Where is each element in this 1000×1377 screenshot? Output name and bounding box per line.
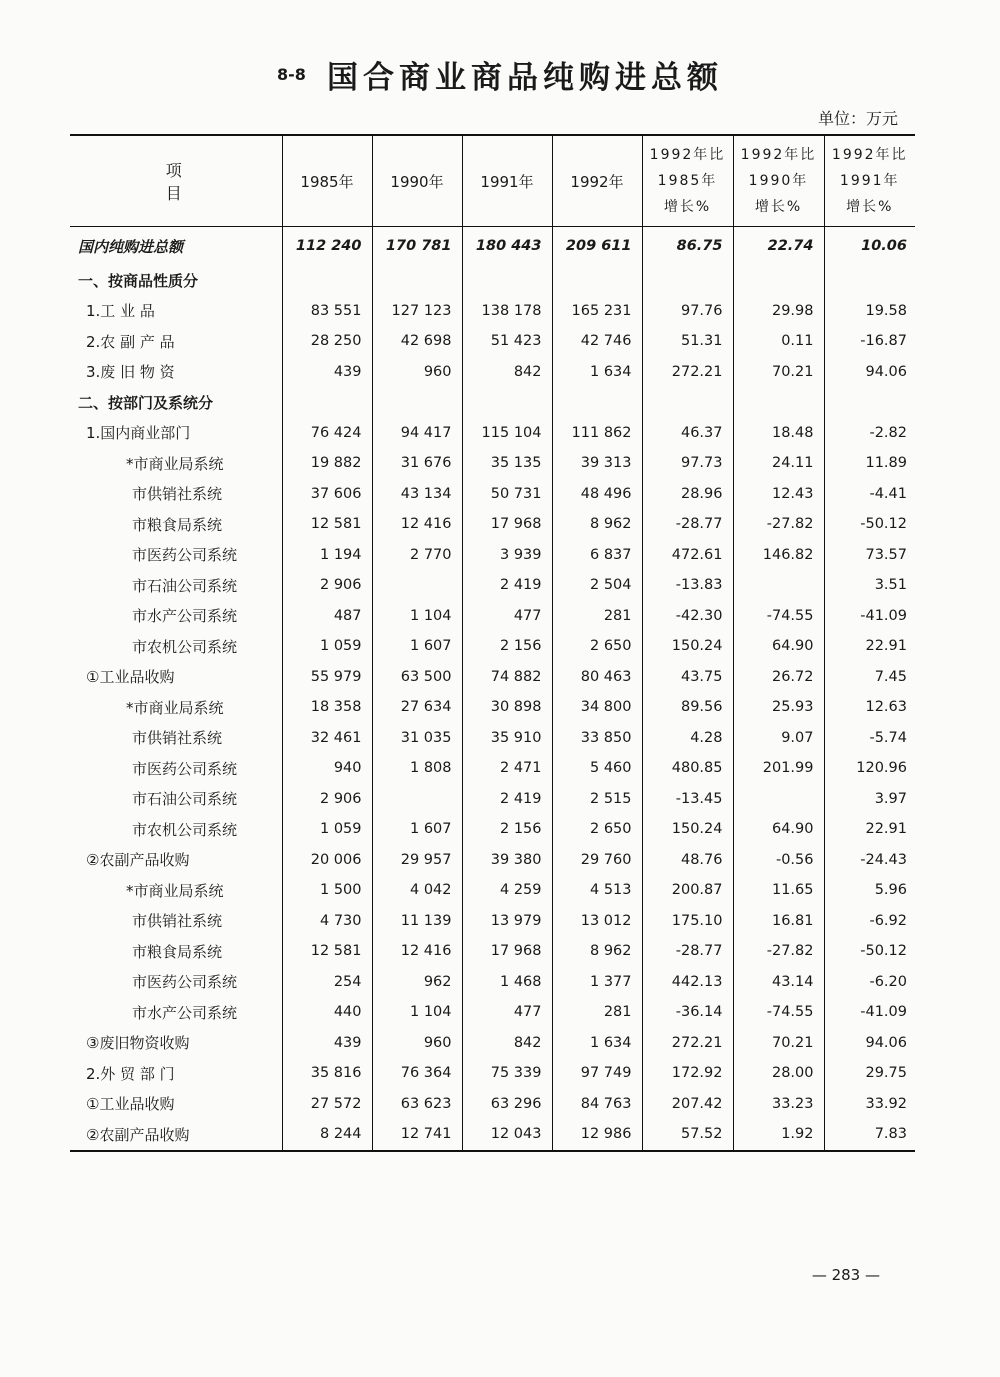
value-cell: 83 551 <box>282 296 372 327</box>
row-label: 1.国内商业部门 <box>70 418 282 449</box>
value-cell: 8 244 <box>282 1119 372 1150</box>
growth-cell: 33.23 <box>733 1089 824 1120</box>
row-label: *市商业局系统 <box>70 875 282 906</box>
value-cell: 8 962 <box>552 936 642 967</box>
value-cell: 12 416 <box>372 936 462 967</box>
value-cell: 29 957 <box>372 845 462 876</box>
header-growth-line: 增长% <box>846 199 894 215</box>
value-cell: 209 611 <box>552 227 642 266</box>
value-cell: 440 <box>282 997 372 1028</box>
table-body <box>70 227 915 1150</box>
value-cell: 112 240 <box>282 227 372 266</box>
value-cell: 63 623 <box>372 1089 462 1120</box>
header-growth <box>824 136 915 227</box>
value-cell: 2 419 <box>462 784 552 815</box>
growth-cell <box>733 784 824 815</box>
growth-cell: 200.87 <box>642 875 733 906</box>
table-row <box>70 631 915 662</box>
growth-cell: 18.48 <box>733 418 824 449</box>
value-cell: 31 676 <box>372 448 462 479</box>
page-title <box>0 52 1000 97</box>
value-cell: 960 <box>372 357 462 388</box>
growth-cell: 57.52 <box>642 1119 733 1150</box>
value-cell: 1 059 <box>282 814 372 845</box>
total-row <box>70 227 915 266</box>
table-row <box>70 1089 915 1120</box>
value-cell: 8 962 <box>552 509 642 540</box>
table-row <box>70 753 915 784</box>
value-cell: 1 607 <box>372 814 462 845</box>
value-cell: 2 156 <box>462 631 552 662</box>
row-label: 市医药公司系统 <box>70 540 282 571</box>
value-cell: 48 496 <box>552 479 642 510</box>
growth-cell: -0.56 <box>733 845 824 876</box>
value-cell <box>372 784 462 815</box>
growth-cell: 25.93 <box>733 692 824 723</box>
row-label: 2.外 贸 部 门 <box>70 1058 282 1089</box>
value-cell: 4 042 <box>372 875 462 906</box>
table-row <box>70 1119 915 1150</box>
growth-cell: -41.09 <box>860 1004 907 1021</box>
value-cell: 76 424 <box>282 418 372 449</box>
value-cell <box>372 570 462 601</box>
unit-label: 单位：万元 <box>817 109 898 128</box>
growth-cell: -50.12 <box>860 943 907 960</box>
growth-cell: 480.85 <box>642 753 733 784</box>
table-row <box>70 570 915 601</box>
growth-cell: -24.43 <box>860 851 907 868</box>
table-row <box>70 692 915 723</box>
row-label: ①工业品收购 <box>70 662 282 693</box>
growth-cell: 172.92 <box>642 1058 733 1089</box>
value-cell: 2 471 <box>462 753 552 784</box>
value-cell: 34 800 <box>552 692 642 723</box>
growth-cell: -6.20 <box>869 973 907 990</box>
value-cell: 39 380 <box>462 845 552 876</box>
data-table <box>70 136 915 1150</box>
row-label: 市农机公司系统 <box>70 814 282 845</box>
row-label: 国内纯购进总额 <box>70 227 282 266</box>
value-cell: 3 939 <box>462 540 552 571</box>
growth-cell: 46.37 <box>642 418 733 449</box>
growth-cell: 472.61 <box>642 540 733 571</box>
value-cell: 75 339 <box>462 1058 552 1089</box>
value-cell: 43 134 <box>372 479 462 510</box>
value-cell: 11 139 <box>372 906 462 937</box>
value-cell: 170 781 <box>372 227 462 266</box>
value-cell: 55 979 <box>282 662 372 693</box>
value-cell: 2 504 <box>552 570 642 601</box>
table-row <box>70 723 915 754</box>
table-row <box>70 448 915 479</box>
growth-cell: 11.89 <box>865 455 907 472</box>
header-growth-line: 1990年 <box>748 173 809 189</box>
value-cell: 2 906 <box>282 784 372 815</box>
growth-cell: 94.06 <box>865 1034 907 1051</box>
table-row <box>70 997 915 1028</box>
growth-cell: -74.55 <box>733 997 824 1028</box>
value-cell: 2 515 <box>552 784 642 815</box>
table-row <box>70 357 915 388</box>
growth-cell: 43.14 <box>733 967 824 998</box>
growth-cell: 26.72 <box>733 662 824 693</box>
row-label: 市水产公司系统 <box>70 601 282 632</box>
growth-cell: -50.12 <box>860 516 907 533</box>
growth-cell: 120.96 <box>856 760 907 777</box>
value-cell: 12 416 <box>372 509 462 540</box>
value-cell: 33 850 <box>552 723 642 754</box>
table-row <box>70 1028 915 1059</box>
value-cell: 30 898 <box>462 692 552 723</box>
growth-cell: 10.06 <box>861 238 907 254</box>
value-cell: 2 156 <box>462 814 552 845</box>
growth-cell: 201.99 <box>733 753 824 784</box>
row-label: 市医药公司系统 <box>70 967 282 998</box>
value-cell: 281 <box>552 997 642 1028</box>
value-cell <box>282 265 372 296</box>
growth-cell: 150.24 <box>642 814 733 845</box>
growth-cell <box>824 265 915 296</box>
table-row <box>70 509 915 540</box>
row-label: 市粮食局系统 <box>70 936 282 967</box>
table-row <box>70 784 915 815</box>
growth-cell: 12.63 <box>865 699 907 716</box>
value-cell: 5 460 <box>552 753 642 784</box>
growth-cell: 3.51 <box>874 577 907 594</box>
header-growth-line: 增长% <box>754 199 803 215</box>
table-row <box>70 967 915 998</box>
growth-cell: 150.24 <box>642 631 733 662</box>
value-cell <box>282 387 372 418</box>
value-cell: 80 463 <box>552 662 642 693</box>
growth-cell: 73.57 <box>865 546 907 563</box>
growth-cell: 11.65 <box>733 875 824 906</box>
value-cell: 1 607 <box>372 631 462 662</box>
value-cell <box>462 387 552 418</box>
row-label: ①工业品收购 <box>70 1089 282 1120</box>
value-cell: 842 <box>462 357 552 388</box>
header-growth <box>642 136 733 227</box>
value-cell: 19 882 <box>282 448 372 479</box>
growth-cell: -74.55 <box>733 601 824 632</box>
row-label: 市农机公司系统 <box>70 631 282 662</box>
growth-cell: 0.11 <box>733 326 824 357</box>
growth-cell: -41.09 <box>860 607 907 624</box>
value-cell: 39 313 <box>552 448 642 479</box>
growth-cell: 97.73 <box>642 448 733 479</box>
header-year: 1992年 <box>552 136 642 227</box>
growth-cell: 175.10 <box>642 906 733 937</box>
table-row <box>70 662 915 693</box>
value-cell: 1 104 <box>372 601 462 632</box>
growth-cell: 272.21 <box>642 1028 733 1059</box>
growth-cell: 94.06 <box>865 363 907 380</box>
growth-cell: 97.76 <box>642 296 733 327</box>
growth-cell: 3.97 <box>874 790 907 807</box>
value-cell: 1 634 <box>552 357 642 388</box>
value-cell: 962 <box>372 967 462 998</box>
growth-cell: 89.56 <box>642 692 733 723</box>
growth-cell: 28.00 <box>733 1058 824 1089</box>
row-label: ②农副产品收购 <box>70 845 282 876</box>
header-growth-line: 1991年 <box>839 173 900 189</box>
table-title: 国合商业商品纯购进总额 <box>327 60 723 96</box>
row-label: ③废旧物资收购 <box>70 1028 282 1059</box>
value-cell: 1 377 <box>552 967 642 998</box>
header-growth-line: 1992年比 <box>740 147 817 163</box>
value-cell: 31 035 <box>372 723 462 754</box>
value-cell: 27 572 <box>282 1089 372 1120</box>
value-cell: 12 581 <box>282 936 372 967</box>
value-cell: 13 979 <box>462 906 552 937</box>
value-cell: 42 746 <box>552 326 642 357</box>
growth-cell: 70.21 <box>733 357 824 388</box>
value-cell: 487 <box>282 601 372 632</box>
header-year: 1990年 <box>372 136 462 227</box>
growth-cell: 442.13 <box>642 967 733 998</box>
value-cell: 439 <box>282 1028 372 1059</box>
value-cell: 27 634 <box>372 692 462 723</box>
value-cell: 115 104 <box>462 418 552 449</box>
value-cell: 940 <box>282 753 372 784</box>
growth-cell: 207.42 <box>642 1089 733 1120</box>
value-cell: 37 606 <box>282 479 372 510</box>
growth-cell: 22.91 <box>865 821 907 838</box>
value-cell: 281 <box>552 601 642 632</box>
growth-cell: 29.75 <box>865 1065 907 1082</box>
growth-cell: -28.77 <box>642 509 733 540</box>
growth-cell: 7.45 <box>874 668 907 685</box>
value-cell: 4 730 <box>282 906 372 937</box>
row-label: 市医药公司系统 <box>70 753 282 784</box>
growth-cell: 16.81 <box>733 906 824 937</box>
value-cell: 138 178 <box>462 296 552 327</box>
value-cell: 13 012 <box>552 906 642 937</box>
growth-cell: -27.82 <box>733 936 824 967</box>
growth-cell: 86.75 <box>642 227 733 266</box>
value-cell: 1 194 <box>282 540 372 571</box>
value-cell: 1 059 <box>282 631 372 662</box>
value-cell <box>552 265 642 296</box>
value-cell: 18 358 <box>282 692 372 723</box>
value-cell: 2 419 <box>462 570 552 601</box>
value-cell <box>372 387 462 418</box>
value-cell: 842 <box>462 1028 552 1059</box>
row-label: 二、按部门及系统分 <box>70 387 282 418</box>
table-row <box>70 326 915 357</box>
row-label: 3.废 旧 物 资 <box>70 357 282 388</box>
table-row <box>70 845 915 876</box>
value-cell: 29 760 <box>552 845 642 876</box>
value-cell: 165 231 <box>552 296 642 327</box>
value-cell: 2 650 <box>552 631 642 662</box>
table-row <box>70 479 915 510</box>
row-label: 市粮食局系统 <box>70 509 282 540</box>
row-label: 市供销社系统 <box>70 723 282 754</box>
growth-cell: -36.14 <box>642 997 733 1028</box>
table-row <box>70 540 915 571</box>
growth-cell: -4.41 <box>869 485 907 502</box>
value-cell: 12 986 <box>552 1119 642 1150</box>
value-cell: 6 837 <box>552 540 642 571</box>
row-label: 市石油公司系统 <box>70 784 282 815</box>
value-cell: 1 500 <box>282 875 372 906</box>
growth-cell: 12.43 <box>733 479 824 510</box>
value-cell: 960 <box>372 1028 462 1059</box>
value-cell: 254 <box>282 967 372 998</box>
section-row <box>70 387 915 418</box>
value-cell: 477 <box>462 997 552 1028</box>
value-cell: 50 731 <box>462 479 552 510</box>
growth-cell: 4.28 <box>642 723 733 754</box>
growth-cell: 272.21 <box>642 357 733 388</box>
value-cell: 2 650 <box>552 814 642 845</box>
header-item: 项目 <box>70 136 282 227</box>
value-cell: 12 741 <box>372 1119 462 1150</box>
growth-cell: -28.77 <box>642 936 733 967</box>
row-label: *市商业局系统 <box>70 692 282 723</box>
table-number: 8-8 <box>277 65 306 84</box>
row-label: ②农副产品收购 <box>70 1119 282 1150</box>
header-year: 1985年 <box>282 136 372 227</box>
growth-cell: 33.92 <box>865 1095 907 1112</box>
value-cell <box>462 265 552 296</box>
growth-cell: 22.91 <box>865 638 907 655</box>
page-number: — 283 — <box>811 1266 880 1284</box>
value-cell: 42 698 <box>372 326 462 357</box>
value-cell: 127 123 <box>372 296 462 327</box>
value-cell: 63 296 <box>462 1089 552 1120</box>
row-label: 市供销社系统 <box>70 479 282 510</box>
growth-cell: 7.83 <box>874 1126 907 1143</box>
row-label: 2.农 副 产 品 <box>70 326 282 357</box>
value-cell: 74 882 <box>462 662 552 693</box>
row-label: *市商业局系统 <box>70 448 282 479</box>
growth-cell <box>733 265 824 296</box>
growth-cell: -2.82 <box>869 424 907 441</box>
growth-cell: 1.92 <box>733 1119 824 1150</box>
growth-cell: -42.30 <box>642 601 733 632</box>
growth-cell: 19.58 <box>865 302 907 319</box>
value-cell: 111 862 <box>552 418 642 449</box>
value-cell: 4 513 <box>552 875 642 906</box>
growth-cell: 146.82 <box>733 540 824 571</box>
value-cell: 51 423 <box>462 326 552 357</box>
row-label: 市供销社系统 <box>70 906 282 937</box>
value-cell: 4 259 <box>462 875 552 906</box>
table-row <box>70 296 915 327</box>
row-label: 一、按商品性质分 <box>70 265 282 296</box>
value-cell: 63 500 <box>372 662 462 693</box>
growth-cell: -13.45 <box>642 784 733 815</box>
value-cell <box>552 387 642 418</box>
growth-cell: -13.83 <box>642 570 733 601</box>
header-growth-line: 1992年比 <box>831 147 908 163</box>
statistics-table <box>70 134 915 1152</box>
growth-cell <box>824 387 915 418</box>
growth-cell: -6.92 <box>869 912 907 929</box>
value-cell: 28 250 <box>282 326 372 357</box>
value-cell: 12 581 <box>282 509 372 540</box>
growth-cell <box>733 387 824 418</box>
table-row <box>70 875 915 906</box>
table-row <box>70 906 915 937</box>
growth-cell: 5.96 <box>874 882 907 899</box>
value-cell: 20 006 <box>282 845 372 876</box>
growth-cell: 24.11 <box>733 448 824 479</box>
table-header <box>70 136 915 227</box>
value-cell: 32 461 <box>282 723 372 754</box>
value-cell: 12 043 <box>462 1119 552 1150</box>
row-label: 1.工 业 品 <box>70 296 282 327</box>
table-row <box>70 1058 915 1089</box>
value-cell: 180 443 <box>462 227 552 266</box>
header-growth-line: 1992年比 <box>649 147 726 163</box>
value-cell: 1 634 <box>552 1028 642 1059</box>
growth-cell: 29.98 <box>733 296 824 327</box>
table-row <box>70 936 915 967</box>
growth-cell: 64.90 <box>733 631 824 662</box>
value-cell: 94 417 <box>372 418 462 449</box>
row-label: 市石油公司系统 <box>70 570 282 601</box>
value-cell <box>372 265 462 296</box>
header-growth <box>733 136 824 227</box>
value-cell: 1 808 <box>372 753 462 784</box>
growth-cell: 48.76 <box>642 845 733 876</box>
row-label: 市水产公司系统 <box>70 997 282 1028</box>
value-cell: 35 135 <box>462 448 552 479</box>
value-cell: 477 <box>462 601 552 632</box>
header-growth-line: 1985年 <box>657 173 718 189</box>
value-cell: 17 968 <box>462 509 552 540</box>
table-row <box>70 601 915 632</box>
value-cell: 35 816 <box>282 1058 372 1089</box>
value-cell: 17 968 <box>462 936 552 967</box>
value-cell: 76 364 <box>372 1058 462 1089</box>
growth-cell: -5.74 <box>869 729 907 746</box>
growth-cell: 51.31 <box>642 326 733 357</box>
value-cell: 35 910 <box>462 723 552 754</box>
value-cell: 2 770 <box>372 540 462 571</box>
header-growth-line: 增长% <box>663 199 712 215</box>
value-cell: 1 104 <box>372 997 462 1028</box>
table-row <box>70 814 915 845</box>
growth-cell <box>642 387 733 418</box>
growth-cell: -16.87 <box>860 333 907 350</box>
growth-cell <box>642 265 733 296</box>
growth-cell: 22.74 <box>733 227 824 266</box>
growth-cell: 28.96 <box>642 479 733 510</box>
value-cell: 439 <box>282 357 372 388</box>
value-cell: 2 906 <box>282 570 372 601</box>
section-row <box>70 265 915 296</box>
growth-cell <box>733 570 824 601</box>
value-cell: 84 763 <box>552 1089 642 1120</box>
value-cell: 1 468 <box>462 967 552 998</box>
table-row <box>70 418 915 449</box>
growth-cell: 64.90 <box>733 814 824 845</box>
growth-cell: 9.07 <box>733 723 824 754</box>
growth-cell: -27.82 <box>733 509 824 540</box>
growth-cell: 70.21 <box>733 1028 824 1059</box>
value-cell: 97 749 <box>552 1058 642 1089</box>
growth-cell: 43.75 <box>642 662 733 693</box>
header-year: 1991年 <box>462 136 552 227</box>
